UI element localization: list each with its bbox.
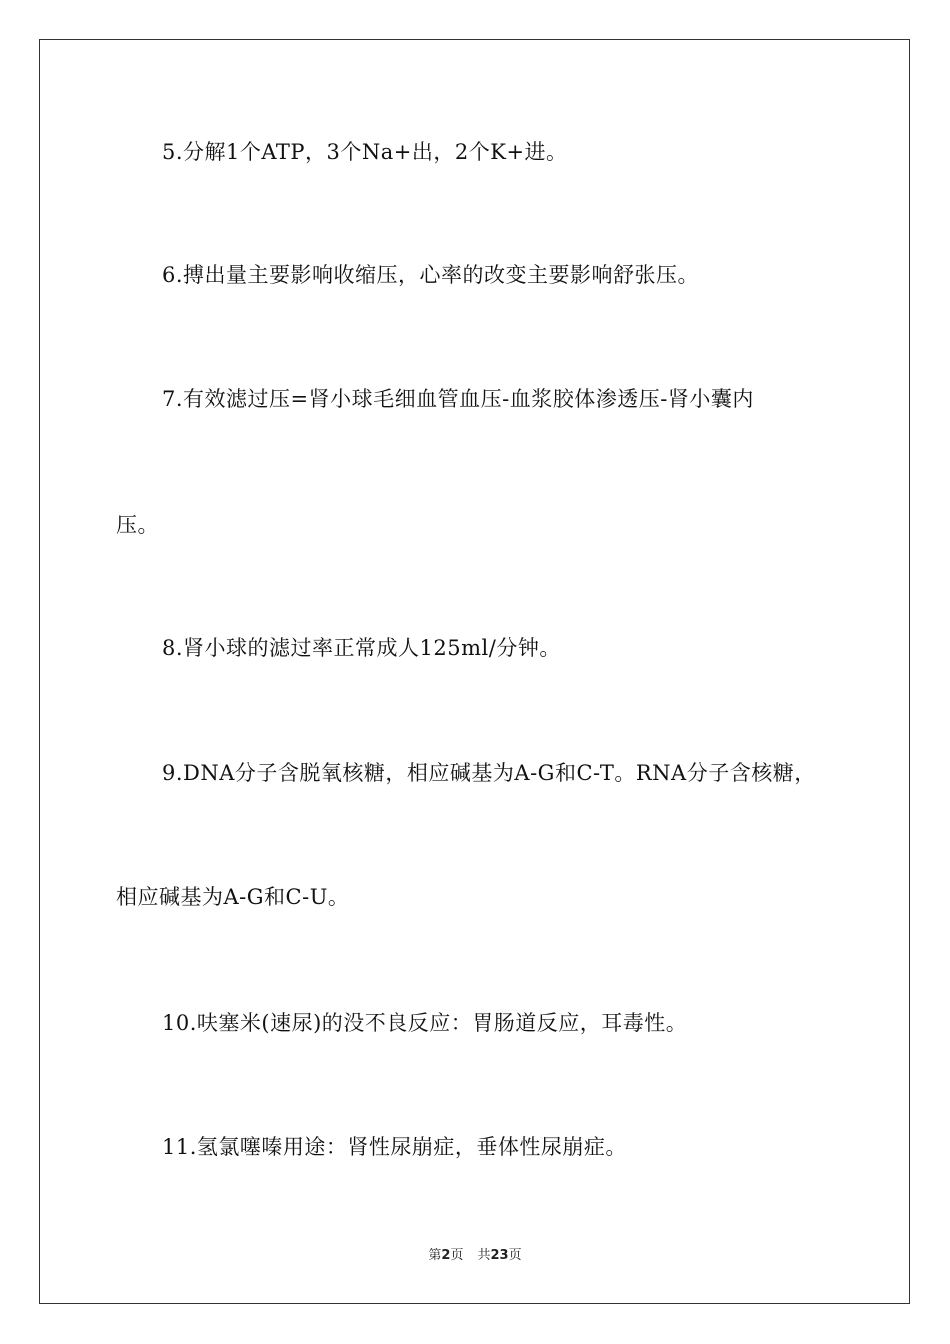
footer-page-suffix: 页 [450,1248,464,1263]
text-line-9: 9.DNA分子含脱氧核糖，相应碱基为A-G和C-T。RNA分子含核糖， [162,761,816,785]
text-line-7-continued: 压。 [116,513,159,537]
text-line-5: 5.分解1个ATP，3个Na+出，2个K+进。 [162,140,568,164]
footer-total-prefix: 共 [477,1248,491,1263]
page-border [39,39,910,1304]
text-line-6: 6.搏出量主要影响收缩压，心率的改变主要影响舒张压。 [162,263,700,287]
text-line-7: 7.有效滤过压=肾小球毛细血管血压-血浆胶体渗透压-肾小囊内 [162,387,754,411]
footer-page-number: 2 [441,1248,451,1263]
text-line-11: 11.氢氯噻嗪用途：肾性尿崩症，垂体性尿崩症。 [162,1135,627,1159]
footer-total-suffix: 页 [508,1248,522,1263]
footer-total-pages: 23 [490,1248,509,1263]
text-line-8: 8.肾小球的滤过率正常成人125ml/分钟。 [162,636,561,660]
footer-page-prefix: 第 [428,1248,442,1263]
text-line-9-continued: 相应碱基为A-G和C-U。 [116,885,350,909]
page-footer [0,1247,950,1265]
text-line-10: 10.呋塞米(速尿)的没不良反应：胃肠道反应，耳毒性。 [162,1011,688,1035]
